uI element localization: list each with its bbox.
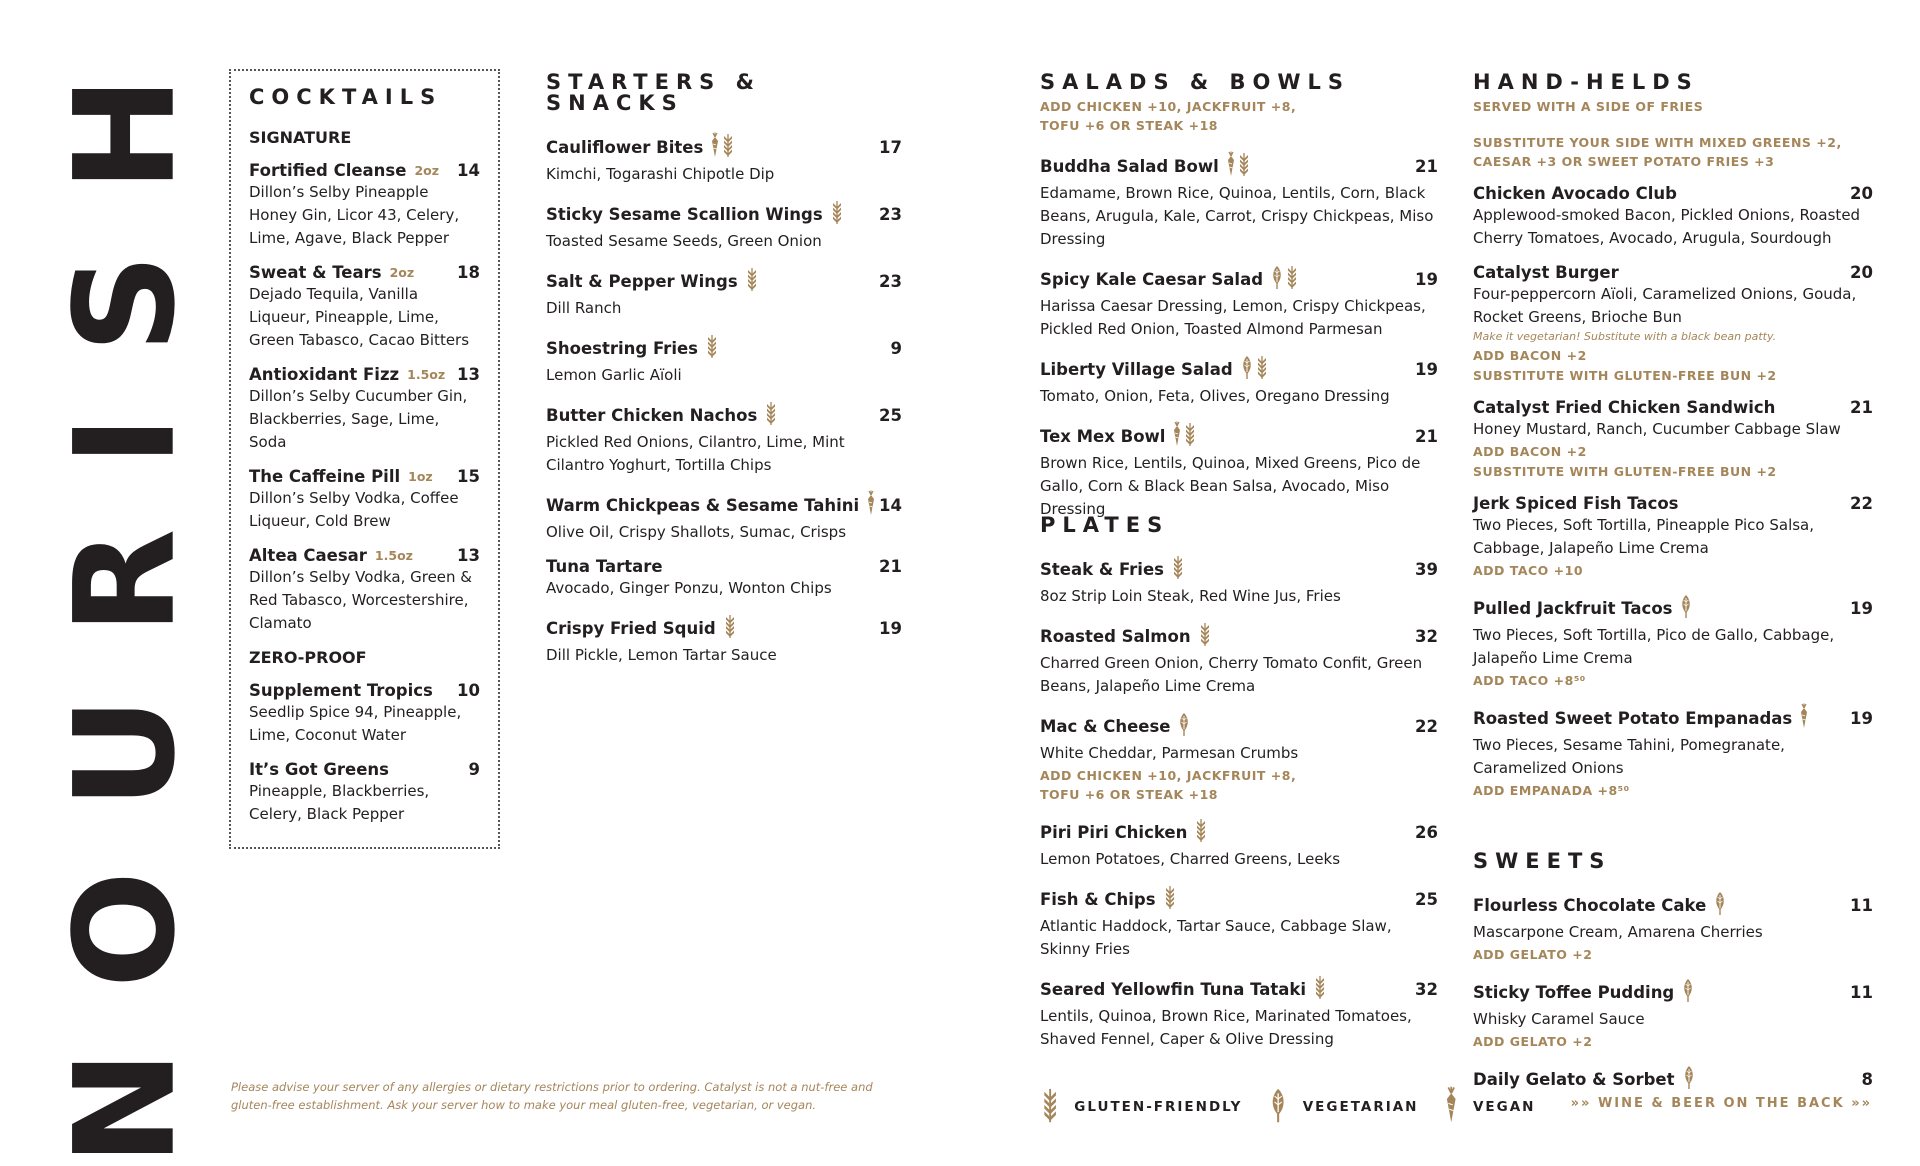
- item-name: [1040, 711, 1191, 741]
- item-price: 8: [1861, 1069, 1873, 1089]
- item-name: [546, 400, 778, 430]
- item-price: 18: [457, 263, 480, 282]
- item-size: 2oz: [414, 163, 440, 178]
- item-header: [249, 681, 480, 700]
- item-addon-note: ADD CHICKEN +10, JACKFRUIT +8, TOFU +6 OR STEAK +18: [1040, 768, 1297, 802]
- item-name-text: Spicy Kale Caesar Salad: [1040, 269, 1264, 289]
- handhelds-list: [1473, 184, 1873, 800]
- item-size: 1oz: [408, 469, 433, 484]
- item-addon-note: SUBSTITUTE WITH GLUTEN-FREE BUN +2: [1473, 368, 1777, 383]
- menu-item: [1473, 890, 1873, 964]
- item-description: Pineapple, Blackberries, Celery, Black Pepper: [249, 782, 430, 823]
- item-name-text: Fortified Cleanse: [249, 161, 407, 180]
- item-header: [546, 613, 902, 643]
- item-description: Two Pieces, Soft Tortilla, Pineapple Pico Salsa, Cabbage, Jalapeño Lime Crema: [1473, 516, 1815, 557]
- item-price: 21: [1415, 426, 1438, 446]
- zero-proof-subhead: ZERO-PROOF: [249, 648, 367, 667]
- item-price: 19: [879, 618, 902, 638]
- salads-addons: ADD CHICKEN +10, JACKFRUIT +8, TOFU +6 OR STEAK +18: [1040, 99, 1297, 133]
- item-description: Honey Mustard, Ranch, Cucumber Cabbage Slaw: [1473, 420, 1841, 438]
- starters-title: STARTERS & SNACKS: [546, 70, 761, 115]
- item-name: [249, 365, 445, 384]
- item-price: 11: [1850, 895, 1873, 915]
- item-price: 13: [457, 365, 480, 384]
- item-name: [1040, 554, 1185, 584]
- item-price: 22: [1415, 716, 1438, 736]
- item-header: [546, 266, 902, 296]
- item-header: [546, 132, 902, 162]
- item-name-text: Catalyst Fried Chicken Sandwich: [1473, 398, 1776, 417]
- item-name: [546, 613, 737, 643]
- item-price: 39: [1415, 559, 1438, 579]
- item-name-text: Flourless Chocolate Cake: [1473, 895, 1707, 915]
- item-header: [1473, 890, 1873, 920]
- item-description: Dejado Tequila, Vanilla Liqueur, Pineapple, Lime, Green Tabasco, Cacao Bitters: [249, 285, 470, 349]
- menu-item: [546, 490, 902, 544]
- item-description: Dill Pickle, Lemon Tartar Sauce: [546, 646, 777, 664]
- item-header: [1040, 974, 1438, 1004]
- item-name: [546, 490, 876, 520]
- item-header: [249, 467, 480, 486]
- item-vegetarian-tip: Make it vegetarian! Substitute with a black bean patty.: [1473, 330, 1777, 343]
- item-header: [546, 557, 902, 576]
- vegan-icon: [710, 132, 720, 162]
- item-description: Dillon’s Selby Cucumber Gin, Blackberries, Sage, Lime, Soda: [249, 387, 468, 451]
- item-header: [546, 490, 902, 520]
- item-name: [249, 546, 413, 565]
- legend-label: VEGAN: [1472, 1098, 1536, 1115]
- menu-item: [1040, 817, 1438, 871]
- menu-item: [249, 467, 480, 533]
- item-name-text: Liberty Village Salad: [1040, 359, 1233, 379]
- item-price: 26: [1415, 822, 1438, 842]
- salads-section: [1040, 70, 1438, 537]
- vegan-icon: [1799, 703, 1809, 733]
- item-name-text: It’s Got Greens: [249, 760, 390, 779]
- plates-title: PLATES: [1040, 513, 1170, 537]
- item-name: [546, 266, 759, 296]
- allergy-disclaimer: Please advise your server of any allergies or dietary restrictions prior to ordering. Catalyst is not a nut-free and gluten-free establishment. Ask your server how to make your meal gluten-free, vegetarian, or vegan.: [231, 1080, 873, 1112]
- item-name: [1473, 703, 1809, 733]
- plates-list: [1040, 554, 1438, 1051]
- legend-gluten-friendly: [1040, 1086, 1242, 1128]
- item-description: Applewood-smoked Bacon, Pickled Onions, Roasted Cherry Tomatoes, Avocado, Arugula, Sourdough: [1473, 206, 1861, 247]
- item-description: Tomato, Onion, Feta, Olives, Oregano Dressing: [1040, 387, 1390, 405]
- starters-list: [546, 132, 902, 667]
- item-description: Brown Rice, Lentils, Quinoa, Mixed Greens, Pico de Gallo, Corn & Black Bean Salsa, Avocado, Miso Dressing: [1040, 454, 1421, 518]
- item-name: [1040, 621, 1212, 651]
- item-name: [1040, 151, 1251, 181]
- starters-section: [546, 72, 902, 680]
- item-description: Two Pieces, Sesame Tahini, Pomegranate, Caramelized Onions: [1473, 736, 1785, 777]
- item-size: 2oz: [389, 265, 415, 280]
- menu-item: [546, 557, 902, 600]
- item-description: White Cheddar, Parmesan Crumbs: [1040, 744, 1299, 762]
- item-name: [546, 557, 663, 576]
- menu-item: [1040, 884, 1438, 961]
- item-name-text: Piri Piri Chicken: [1040, 822, 1188, 842]
- gluten-friendly-icon: [1171, 554, 1185, 584]
- handhelds-section: [1473, 72, 1873, 813]
- item-name-text: Chicken Avocado Club: [1473, 184, 1677, 203]
- menu-item: [1040, 554, 1438, 608]
- item-addon-note: ADD TACO +10: [1473, 563, 1584, 578]
- vegetarian-icon: [1270, 264, 1284, 294]
- item-name-text: Butter Chicken Nachos: [546, 405, 758, 425]
- salads-title: SALADS & BOWLS: [1040, 70, 1351, 94]
- menu-item: [546, 400, 902, 477]
- item-name: [249, 681, 433, 700]
- menu-item: [546, 266, 902, 320]
- item-name-text: Roasted Salmon: [1040, 626, 1191, 646]
- item-price: 22: [1850, 494, 1873, 513]
- item-name-text: Fish & Chips: [1040, 889, 1156, 909]
- item-header: [1040, 711, 1438, 741]
- item-header: [1473, 494, 1873, 513]
- item-name: [1040, 817, 1208, 847]
- menu-item: [1473, 703, 1873, 800]
- item-header: [1473, 703, 1873, 733]
- item-header: [1040, 421, 1438, 451]
- menu-item: [249, 161, 480, 250]
- item-header: [1040, 554, 1438, 584]
- vegan-icon: [866, 490, 876, 520]
- item-header: [1040, 264, 1438, 294]
- item-name-text: Crispy Fried Squid: [546, 618, 716, 638]
- menu-item: [249, 365, 480, 454]
- item-description: Kimchi, Togarashi Chipotle Dip: [546, 165, 775, 183]
- item-name: [249, 467, 433, 486]
- item-description: Whisky Caramel Sauce: [1473, 1010, 1645, 1028]
- item-header: [546, 199, 902, 229]
- vegan-icon: [1172, 421, 1182, 451]
- item-price: 10: [457, 681, 480, 700]
- item-header: [1473, 398, 1873, 417]
- item-description: Edamame, Brown Rice, Quinoa, Lentils, Corn, Black Beans, Arugula, Kale, Carrot, Crispy Chickpeas, Miso Dressing: [1040, 184, 1434, 248]
- item-price: 25: [1415, 889, 1438, 909]
- item-name-text: Warm Chickpeas & Sesame Tahini: [546, 495, 860, 515]
- item-price: 17: [879, 137, 902, 157]
- brand-wordmark: [45, 14, 207, 1166]
- item-name: [1040, 974, 1327, 1004]
- item-name: [546, 333, 719, 363]
- item-name-text: Roasted Sweet Potato Empanadas: [1473, 708, 1793, 728]
- brand-name: NOURISH: [45, 14, 207, 1166]
- item-header: [1473, 977, 1873, 1007]
- item-price: 19: [1415, 269, 1438, 289]
- item-name-text: Mac & Cheese: [1040, 716, 1171, 736]
- item-addon-note: ADD EMPANADA +8⁵⁰: [1473, 783, 1630, 798]
- gluten-friendly-icon: [1040, 1086, 1060, 1128]
- item-header: [1040, 354, 1438, 384]
- menu-item: [1040, 711, 1438, 804]
- gluten-friendly-icon: [1285, 264, 1299, 294]
- handhelds-served: SERVED WITH A SIDE OF FRIES: [1473, 99, 1704, 114]
- plates-section: [1040, 515, 1438, 1064]
- item-price: 9: [890, 338, 902, 358]
- gluten-friendly-icon: [830, 199, 844, 229]
- menu-item: [249, 681, 480, 747]
- item-description: Lemon Garlic Aïoli: [546, 366, 682, 384]
- vegetarian-icon: [1240, 354, 1254, 384]
- item-name: [1473, 494, 1679, 513]
- item-header: [1473, 593, 1873, 623]
- sweets-section: [1473, 851, 1873, 1107]
- item-addon-note: ADD GELATO +2: [1473, 1034, 1593, 1049]
- vegetarian-icon: [1713, 890, 1727, 920]
- item-header: [1040, 817, 1438, 847]
- item-description: Dillon’s Selby Vodka, Coffee Liqueur, Cold Brew: [249, 489, 459, 530]
- item-price: 23: [879, 204, 902, 224]
- menu-item: [546, 613, 902, 667]
- item-description: Lemon Potatoes, Charred Greens, Leeks: [1040, 850, 1341, 868]
- item-header: [249, 161, 480, 180]
- item-description: Dillon’s Selby Pineapple Honey Gin, Licor 43, Celery, Lime, Agave, Black Pepper: [249, 183, 460, 247]
- gluten-friendly-icon: [723, 613, 737, 643]
- item-description: Charred Green Onion, Cherry Tomato Confit, Green Beans, Jalapeño Lime Crema: [1040, 654, 1423, 695]
- item-name-text: Daily Gelato & Sorbet: [1473, 1069, 1675, 1089]
- item-header: [249, 365, 480, 384]
- item-header: [546, 400, 902, 430]
- gluten-friendly-icon: [745, 266, 759, 296]
- item-name-text: Cauliflower Bites: [546, 137, 704, 157]
- menu-item: [1473, 398, 1873, 481]
- menu-item: [1040, 354, 1438, 408]
- item-description: Toasted Sesame Seeds, Green Onion: [546, 232, 822, 250]
- item-header: [249, 760, 480, 779]
- item-description: Dillon’s Selby Vodka, Green & Red Tabasco, Worcestershire, Clamato: [249, 568, 473, 632]
- item-price: 21: [1415, 156, 1438, 176]
- item-name-text: Antioxidant Fizz: [249, 365, 400, 384]
- item-name: [1040, 421, 1197, 451]
- item-header: [1040, 621, 1438, 651]
- gluten-friendly-icon: [1194, 817, 1208, 847]
- item-header: [1040, 151, 1438, 181]
- item-price: 19: [1415, 359, 1438, 379]
- vegan-icon: [1226, 151, 1236, 181]
- menu-item: [1040, 974, 1438, 1051]
- gluten-friendly-icon: [1163, 884, 1177, 914]
- vegan-icon: [1444, 1086, 1459, 1128]
- gluten-friendly-icon: [1255, 354, 1269, 384]
- item-description: Avocado, Ginger Ponzu, Wonton Chips: [546, 579, 832, 597]
- handhelds-title: HAND-HELDS: [1473, 70, 1699, 94]
- item-description: Lentils, Quinoa, Brown Rice, Marinated Tomatoes, Shaved Fennel, Caper & Olive Dressing: [1040, 1007, 1412, 1048]
- menu-item: [1473, 494, 1873, 580]
- item-header: [1473, 184, 1873, 203]
- vegetarian-icon: [1679, 593, 1693, 623]
- item-addon-note: ADD TACO +8⁵⁰: [1473, 673, 1586, 688]
- item-name: [546, 199, 844, 229]
- legend-label: VEGETARIAN: [1302, 1098, 1419, 1115]
- menu-item: [249, 760, 480, 826]
- menu-item: [1040, 264, 1438, 341]
- item-name: [1473, 890, 1727, 920]
- sweets-title: SWEETS: [1473, 849, 1612, 873]
- menu-item: [1473, 184, 1873, 250]
- item-name: [249, 760, 389, 779]
- gluten-friendly-icon: [1313, 974, 1327, 1004]
- item-name-text: Altea Caesar: [249, 546, 367, 565]
- gluten-friendly-icon: [1183, 421, 1197, 451]
- item-name-text: Buddha Salad Bowl: [1040, 156, 1219, 176]
- item-name: [1040, 884, 1177, 914]
- item-price: 21: [879, 557, 902, 576]
- item-price: 15: [457, 467, 480, 486]
- item-price: 13: [457, 546, 480, 565]
- legend-vegan: [1444, 1086, 1535, 1128]
- item-name: [1473, 263, 1619, 282]
- vegetarian-icon: [1268, 1086, 1288, 1128]
- gluten-friendly-icon: [705, 333, 719, 363]
- legend-vegetarian: [1268, 1086, 1418, 1128]
- item-name: [1040, 264, 1299, 294]
- item-description: Harissa Caesar Dressing, Lemon, Crispy Chickpeas, Pickled Red Onion, Toasted Almond Parmesan: [1040, 297, 1426, 338]
- item-name: [1473, 398, 1775, 417]
- item-name-text: Salt & Pepper Wings: [546, 271, 738, 291]
- item-description: Dill Ranch: [546, 299, 622, 317]
- vegetarian-icon: [1177, 711, 1191, 741]
- item-header: [546, 333, 902, 363]
- menu-item: [546, 132, 902, 186]
- item-size: 1.5oz: [374, 548, 413, 563]
- item-addon-note: ADD GELATO +2: [1473, 947, 1593, 962]
- item-addon-note: ADD BACON +2: [1473, 348, 1587, 363]
- item-price: 32: [1415, 626, 1438, 646]
- item-header: [1040, 884, 1438, 914]
- menu-item: [249, 546, 480, 635]
- item-name: [1473, 977, 1695, 1007]
- item-name: [1040, 354, 1269, 384]
- item-description: Mascarpone Cream, Amarena Cherries: [1473, 923, 1763, 941]
- item-description: Four-peppercorn Aïoli, Caramelized Onions, Gouda, Rocket Greens, Brioche Bun: [1473, 285, 1857, 326]
- menu-item: [1040, 621, 1438, 698]
- item-price: 14: [457, 161, 480, 180]
- item-name-text: Steak & Fries: [1040, 559, 1164, 579]
- item-header: [249, 546, 480, 565]
- item-name: [249, 263, 414, 282]
- gluten-friendly-icon: [1198, 621, 1212, 651]
- item-name-text: Supplement Tropics: [249, 681, 433, 700]
- item-description: Two Pieces, Soft Tortilla, Pico de Gallo, Cabbage, Jalapeño Lime Crema: [1473, 626, 1835, 667]
- cocktails-section: [229, 69, 500, 849]
- gluten-friendly-icon: [721, 132, 735, 162]
- item-description: Pickled Red Onions, Cilantro, Lime, Mint Cilantro Yoghurt, Tortilla Chips: [546, 433, 845, 474]
- zero-proof-list: [249, 681, 480, 826]
- menu-item: [1473, 263, 1873, 385]
- item-price: 23: [879, 271, 902, 291]
- item-name-text: The Caffeine Pill: [249, 467, 401, 486]
- menu-item: [249, 263, 480, 352]
- item-price: 19: [1850, 708, 1873, 728]
- menu-item: [1040, 421, 1438, 521]
- item-price: 11: [1850, 982, 1873, 1002]
- signature-list: [249, 161, 480, 635]
- item-description: Olive Oil, Crispy Shallots, Sumac, Crisps: [546, 523, 847, 541]
- item-name-text: Shoestring Fries: [546, 338, 698, 358]
- item-name: [1473, 593, 1693, 623]
- item-name: [249, 161, 439, 180]
- item-price: 21: [1850, 398, 1873, 417]
- item-addon-note: SUBSTITUTE WITH GLUTEN-FREE BUN +2: [1473, 464, 1777, 479]
- item-name-text: Sticky Toffee Pudding: [1473, 982, 1675, 1002]
- item-price: 20: [1850, 184, 1873, 203]
- item-price: 25: [879, 405, 902, 425]
- menu-item: [1473, 977, 1873, 1051]
- menu-item: [1473, 593, 1873, 690]
- item-name-text: Jerk Spiced Fish Tacos: [1473, 494, 1679, 513]
- cocktails-title: COCKTAILS: [249, 85, 443, 109]
- item-description: Seedlip Spice 94, Pineapple, Lime, Coconut Water: [249, 703, 462, 744]
- item-name-text: Tuna Tartare: [546, 557, 663, 576]
- sweets-list: [1473, 890, 1873, 1094]
- item-addon-note: ADD BACON +2: [1473, 444, 1587, 459]
- item-price: 9: [468, 760, 480, 779]
- item-name-text: Sweat & Tears: [249, 263, 382, 282]
- item-name-text: Seared Yellowfin Tuna Tataki: [1040, 979, 1307, 999]
- item-description: 8oz Strip Loin Steak, Red Wine Jus, Fries: [1040, 587, 1341, 605]
- gluten-friendly-icon: [764, 400, 778, 430]
- item-header: [249, 263, 480, 282]
- item-name-text: Tex Mex Bowl: [1040, 426, 1166, 446]
- menu-item: [546, 199, 902, 253]
- legend-label: GLUTEN-FRIENDLY: [1074, 1098, 1243, 1115]
- vegetarian-icon: [1682, 1064, 1696, 1094]
- signature-subhead: SIGNATURE: [249, 128, 352, 147]
- item-name-text: Sticky Sesame Scallion Wings: [546, 204, 823, 224]
- wine-beer-note: »» WINE & BEER ON THE BACK »»: [1570, 1096, 1872, 1111]
- item-name-text: Catalyst Burger: [1473, 263, 1619, 282]
- handhelds-substitute: SUBSTITUTE YOUR SIDE WITH MIXED GREENS +2, CAESAR +3 OR SWEET POTATO FRIES +3: [1473, 135, 1842, 169]
- item-name: [546, 132, 735, 162]
- item-name: [1473, 184, 1677, 203]
- item-price: 19: [1850, 598, 1873, 618]
- dietary-legend: [1040, 1086, 1561, 1128]
- salads-list: [1040, 151, 1438, 521]
- item-description: Atlantic Haddock, Tartar Sauce, Cabbage Slaw, Skinny Fries: [1040, 917, 1392, 958]
- vegetarian-icon: [1681, 977, 1695, 1007]
- gluten-friendly-icon: [1237, 151, 1251, 181]
- menu-item: [1040, 151, 1438, 251]
- item-size: 1.5oz: [407, 367, 446, 382]
- item-price: 20: [1850, 263, 1873, 282]
- menu-item: [546, 333, 902, 387]
- item-price: 32: [1415, 979, 1438, 999]
- item-name-text: Pulled Jackfruit Tacos: [1473, 598, 1673, 618]
- item-header: [1473, 263, 1873, 282]
- item-price: 14: [879, 495, 902, 515]
